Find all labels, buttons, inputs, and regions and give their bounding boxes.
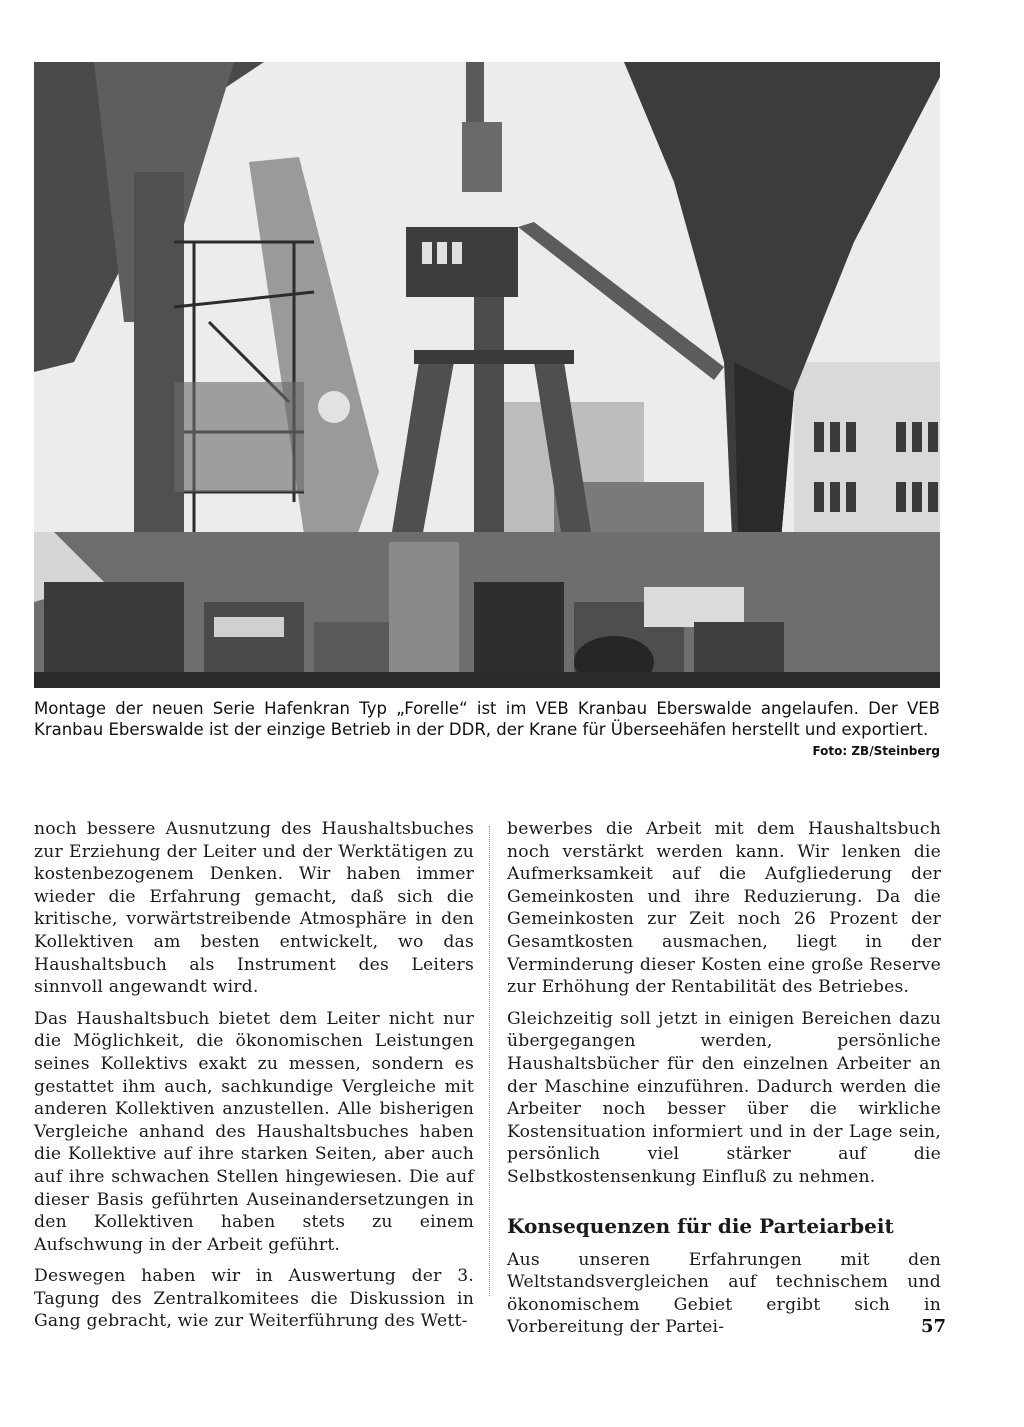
page-number: 57: [920, 1316, 946, 1337]
left-paragraph-2: Das Haushaltsbuch bietet dem Leiter nicht nur die Möglichkeit, die ökonomischen Leistungen seines Kollektivs exakt zu messen, sondern es gestattet ihm auch, sachkundige Vergleiche mit anderen Kollektiven anzustellen. Alle bisherigen Vergleiche anhand des Haushaltsbuches haben die Kollektive auf ihre starken Seiten, aber auch auf ihre schwachen Stellen hingewiesen. Die auf dieser Basis geführten Auseinandersetzungen in den Kollektiven haben stets zu einem Aufschwung in der Arbeit geführt.: [34, 1008, 474, 1255]
left-paragraph-1: noch bessere Ausnutzung des Haushaltsbuches zur Erziehung der Leiter und der Werktätigen zu kostenbezogenem Denken. Wir haben immer wieder die Erfahrung gemacht, daß sich die kritische, vorwärtstreibende Atmosphäre in den Kollektiven am besten entwickelt, wo das Haushaltsbuch als Instrument des Leiters sinnvoll angewandt wird.: [34, 819, 474, 998]
photo-caption: Montage der neuen Serie Hafenkran Typ „Forelle“ ist im VEB Kranbau Eberswalde angelaufen. Der VEB Kranbau Eberswalde ist der einzige Betrieb in der DDR, der Krane für Überseehäfen herstellt und exportiert.: [34, 699, 940, 739]
right-paragraph-2: Gleichzeitig soll jetzt in einigen Bereichen dazu übergegangen werden, persönliche Haushaltsbücher für den einzelnen Arbeiter an der Maschine einzuführen. Dadurch werden die Arbeiter noch besser über die wirkliche Kostensituation informiert und in der Lage sein, persönlich viel stärker auf die Selbstkostensenkung Einfluß zu nehmen.: [507, 1008, 941, 1187]
photo-credit: Foto: ZB/Steinberg: [812, 744, 940, 758]
left-paragraph-3: Deswegen haben wir in Auswertung der 3. Tagung des Zentralkomitees die Diskussion in Gang gebracht, wie zur Weiterführung des Wett-: [34, 1266, 474, 1332]
column-divider: [489, 826, 490, 1296]
harbor-crane-photo: [34, 62, 940, 688]
right-paragraph-1: bewerbes die Arbeit mit dem Haushaltsbuch noch verstärkt werden kann. Wir lenken die Aufmerksamkeit auf die Aufgliederung der Gemeinkosten und ihre Reduzierung. Da die Gemeinkosten zur Zeit noch 26 Prozent der Gesamtkosten ausmachen, liegt in der Verminderung dieser Kosten eine große Reserve zur Erhöhung der Rentabilität des Betriebes.: [507, 819, 941, 998]
right-column: [507, 818, 941, 1348]
left-column: [34, 818, 474, 1342]
right-paragraph-3: Aus unseren Erfahrungen mit den Weltstandsvergleichen auf technischem und ökonomischem Gebiet ergibt sich in Vorbereitung der Partei-: [507, 1249, 941, 1338]
section-heading: Konsequenzen für die Parteiarbeit: [507, 1213, 894, 1238]
